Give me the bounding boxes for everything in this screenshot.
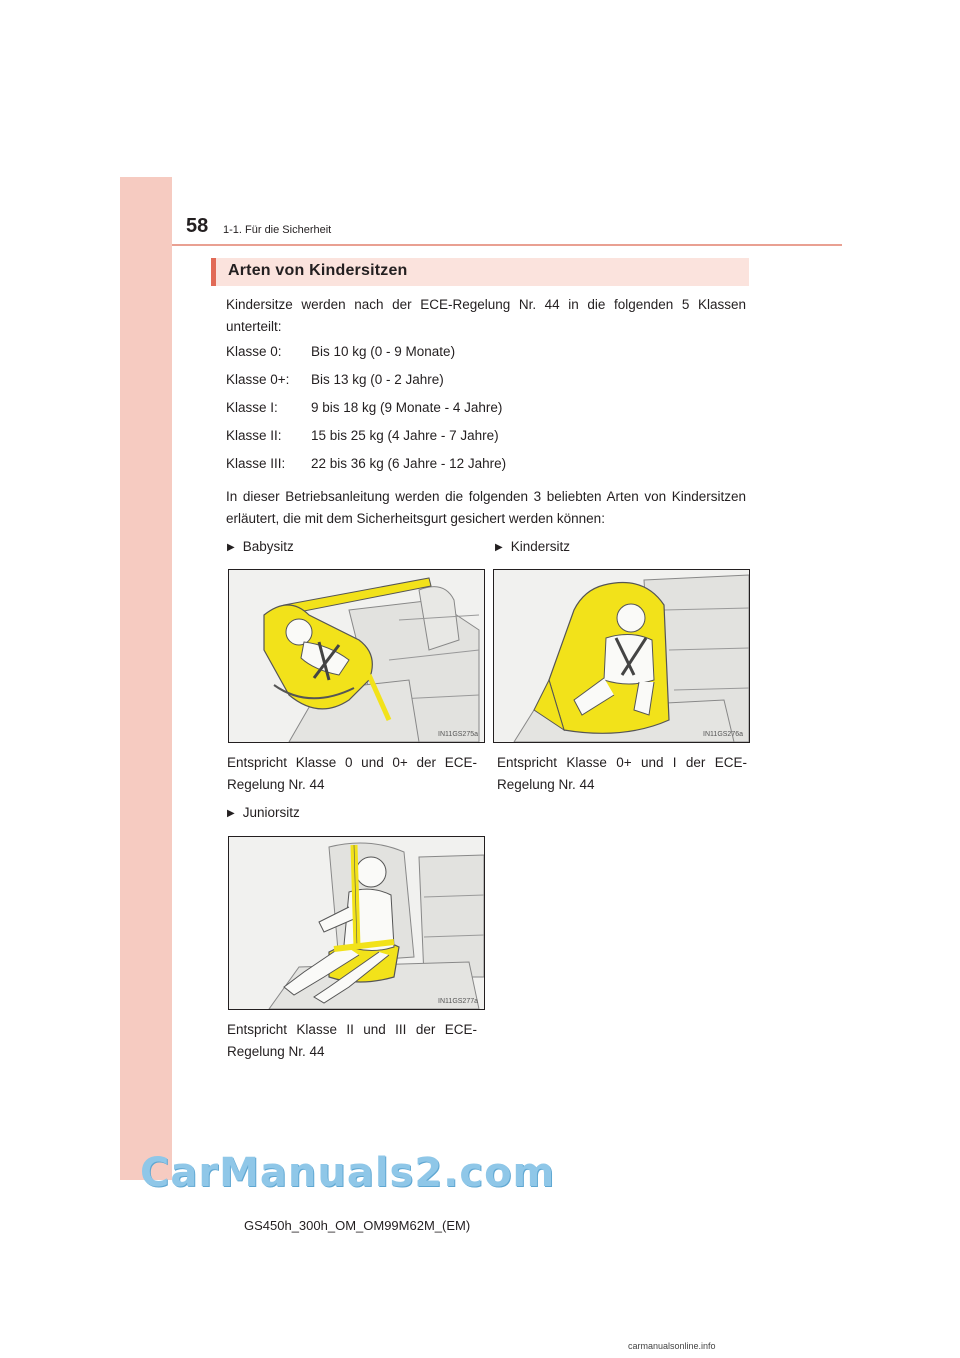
page-number: 58 — [186, 215, 209, 237]
section-heading — [211, 258, 749, 286]
babysitz-illustration — [228, 569, 485, 743]
seat-caption: Entspricht Klasse 0 und 0+ der ECE-Regelung Nr. 44 — [227, 755, 477, 792]
class-desc: Bis 13 kg (0 - 2 Jahre) — [311, 372, 444, 387]
class-label: Klasse 0+: — [226, 372, 290, 387]
class-label: Klasse II: — [226, 428, 282, 443]
class-desc: 15 bis 25 kg (4 Jahre - 7 Jahre) — [311, 428, 499, 443]
class-row — [226, 428, 499, 443]
class-label: Klasse III: — [226, 456, 286, 471]
triangle-bullet-icon: ▶ — [227, 808, 235, 819]
section-heading-text: Arten von Kindersitzen — [228, 262, 408, 279]
kindersitz-illustration — [493, 569, 750, 743]
seat-title-text: Juniorsitz — [242, 805, 300, 820]
class-row — [226, 372, 444, 387]
class-desc: 22 bis 36 kg (6 Jahre - 12 Jahre) — [311, 456, 507, 471]
class-row — [226, 344, 455, 359]
class-desc: 9 bis 18 kg (9 Monate - 4 Jahre) — [311, 400, 503, 415]
footer-watermark: carmanualsonline.info — [628, 1341, 716, 1351]
figure-code: IN11GS277a — [438, 998, 478, 1005]
intro-paragraph: Kindersitze werden nach der ECE-Regelung Nr. 44 in die folgenden 5 Klassen unterteilt: — [226, 297, 746, 334]
figure-code: IN11GS275a — [438, 731, 478, 738]
juniorsitz-illustration — [228, 836, 485, 1010]
seat-title-juniorsitz — [227, 805, 300, 820]
document-code: GS450h_300h_OM_OM99M62M_(EM) — [244, 1218, 471, 1233]
tail-paragraph: In dieser Betriebsanleitung werden die folgenden 3 beliebten Arten von Kindersitzen erläutert, die mit dem Sicherheitsgurt gesichert werden können: — [226, 489, 746, 526]
section-title: 1-1. Für die Sicherheit — [223, 224, 332, 236]
class-label: Klasse I: — [226, 400, 278, 415]
class-row — [226, 400, 502, 415]
seat-title-text: Babysitz — [242, 539, 294, 554]
seat-caption: Entspricht Klasse 0+ und I der ECE-Regelung Nr. 44 — [497, 755, 747, 792]
seat-title-text: Kindersitz — [510, 539, 570, 554]
header-rule — [172, 244, 842, 246]
seat-title-babysitz — [227, 539, 294, 554]
class-row — [226, 456, 506, 471]
watermark-logo: CarManuals2.com — [140, 1150, 556, 1196]
chapter-sidebar — [120, 177, 172, 1180]
figure-code: IN11GS276a — [703, 731, 743, 738]
class-desc: Bis 10 kg (0 - 9 Monate) — [311, 344, 456, 359]
seat-caption: Entspricht Klasse II und III der ECE-Regelung Nr. 44 — [227, 1022, 477, 1059]
class-label: Klasse 0: — [226, 344, 282, 359]
seat-title-kindersitz — [495, 539, 570, 554]
triangle-bullet-icon: ▶ — [495, 542, 503, 553]
triangle-bullet-icon: ▶ — [227, 542, 235, 553]
